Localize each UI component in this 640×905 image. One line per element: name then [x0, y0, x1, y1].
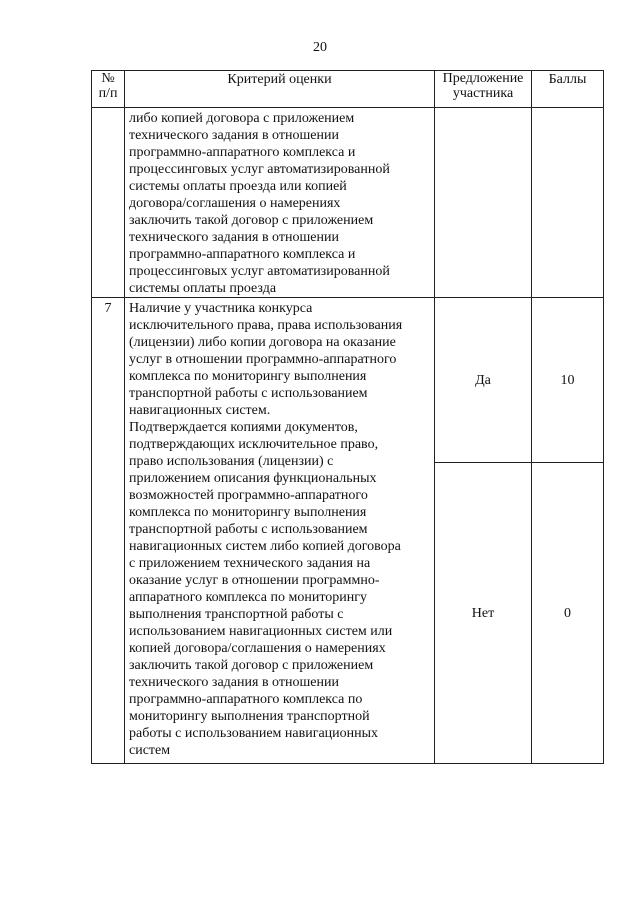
criterion-text-line: оказание услуг в отношении программно-	[129, 573, 380, 588]
criterion-text-line: копией договора/соглашения о намерениях	[129, 641, 386, 656]
criterion-text-line: комплекса по мониторингу выполнения	[129, 369, 367, 384]
cell-criterion-row7	[125, 298, 435, 764]
criterion-text-line: технического задания в отношении	[129, 128, 339, 143]
criterion-text-line: выполнения транспортной работы с	[129, 607, 344, 622]
cell-score-no: 0	[532, 463, 604, 764]
cell-offer-no: Нет	[435, 463, 532, 764]
header-offer-line1: Предложение	[442, 71, 524, 86]
header-offer-line2: участника	[452, 86, 514, 101]
criterion-text-line: технического задания в отношении	[129, 675, 339, 690]
criterion-text-line: право использования (лицензии) с	[129, 454, 334, 469]
criterion-text-line: транспортной работы с использованием	[129, 386, 368, 401]
criterion-text-line: процессинговых услуг автоматизированной	[129, 162, 390, 177]
criteria-table	[91, 70, 604, 764]
criterion-text-line: заключить такой договор с приложением	[129, 213, 374, 228]
criterion-text-line: программно-аппаратного комплекса и	[129, 247, 356, 262]
criterion-text-line: с приложением технического задания на	[129, 556, 371, 571]
criterion-text-line: аппаратного комплекса по мониторингу	[129, 590, 368, 605]
cell-score-empty	[532, 108, 604, 298]
cell-offer-yes: Да	[435, 298, 532, 463]
cell-row-number: 7	[92, 298, 125, 764]
criterion-text-line: Наличие у участника конкурса	[129, 301, 313, 316]
criterion-text-line: подтверждающих исключительное право,	[129, 437, 379, 452]
table-row-continued	[92, 108, 604, 298]
header-offer	[435, 71, 532, 108]
criterion-text-line: работы с использованием навигационных	[129, 726, 379, 741]
cell-score-yes: 10	[532, 298, 604, 463]
criterion-text-line: систем	[129, 743, 171, 758]
header-criterion: Критерий оценки	[125, 71, 435, 108]
cell-number-empty	[92, 108, 125, 298]
criterion-text-line: договора/соглашения о намерениях	[129, 196, 341, 211]
criterion-text-line: процессинговых услуг автоматизированной	[129, 264, 390, 279]
header-number-line1: №	[101, 71, 115, 86]
criterion-text-line: технического задания в отношении	[129, 230, 339, 245]
header-number-line2: п/п	[98, 86, 118, 101]
criterion-text-line: комплекса по мониторингу выполнения	[129, 505, 367, 520]
criterion-text-line: транспортной работы с использованием	[129, 522, 368, 537]
header-score: Баллы	[532, 71, 604, 108]
criterion-text-line: программно-аппаратного комплекса по	[129, 692, 363, 707]
criterion-text-line: услуг в отношении программно-аппаратного	[129, 352, 397, 367]
criterion-text-line: приложением описания функциональных	[129, 471, 377, 486]
table-header-row	[92, 71, 604, 108]
criterion-text-line: системы оплаты проезда или копией	[129, 179, 347, 194]
criterion-text-line: использованием навигационных систем или	[129, 624, 393, 639]
criterion-text-line: навигационных систем.	[129, 403, 271, 418]
criterion-text-line: мониторингу выполнения транспортной	[129, 709, 370, 724]
criterion-text-line: системы оплаты проезда	[129, 281, 277, 296]
cell-offer-empty	[435, 108, 532, 298]
criterion-text-line: (лицензии) либо копии договора на оказание	[129, 335, 396, 350]
criterion-text-line: либо копией договора с приложением	[129, 111, 355, 126]
criterion-text-line: Подтверждается копиями документов,	[129, 420, 358, 435]
criterion-text-line: возможностей программно-аппаратного	[129, 488, 368, 503]
criterion-text-line: программно-аппаратного комплекса и	[129, 145, 356, 160]
cell-criterion-continued	[125, 108, 435, 298]
header-number	[92, 71, 125, 108]
criterion-text-line: заключить такой договор с приложением	[129, 658, 374, 673]
criterion-text-line: исключительного права, права использования	[129, 318, 403, 333]
page-number: 20	[313, 40, 327, 55]
table-row-7	[92, 298, 604, 463]
criterion-text-line: навигационных систем либо копией договора	[129, 539, 401, 554]
